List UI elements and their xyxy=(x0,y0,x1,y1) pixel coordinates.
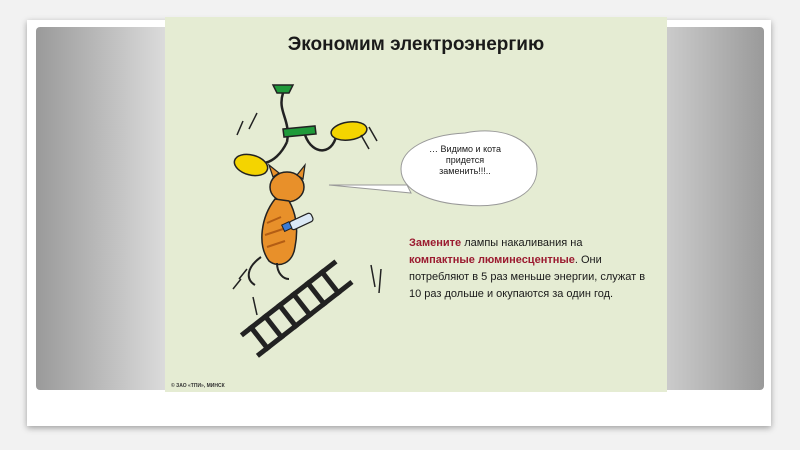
energy-saving-text xyxy=(409,235,649,303)
lamp-shade-right-icon xyxy=(330,120,368,143)
slide xyxy=(165,17,667,392)
speech-bubble-text: … Видимо и кота придется заменить!!!.. xyxy=(429,144,501,176)
cat-chandelier-illustration xyxy=(165,17,667,392)
lamp-shade-left-icon xyxy=(232,151,270,179)
text-part-1: лампы накаливания на xyxy=(461,237,583,249)
ladder-icon xyxy=(240,259,354,357)
accent-cfl: компактные люминесцентные xyxy=(409,254,575,266)
ceiling-mount-icon xyxy=(273,85,293,93)
accent-replace: Замените xyxy=(409,237,462,249)
cat-body-icon xyxy=(262,199,297,265)
copyright-text: © ЗАО «ТПИ», МИНСК xyxy=(171,383,225,389)
slide-title: Экономим электроэнергию xyxy=(287,34,545,55)
text-part-2: . Они потребляют в 5 раз меньше энергии, служат в 10 раз дольше и окупаются за один год. xyxy=(409,254,646,300)
